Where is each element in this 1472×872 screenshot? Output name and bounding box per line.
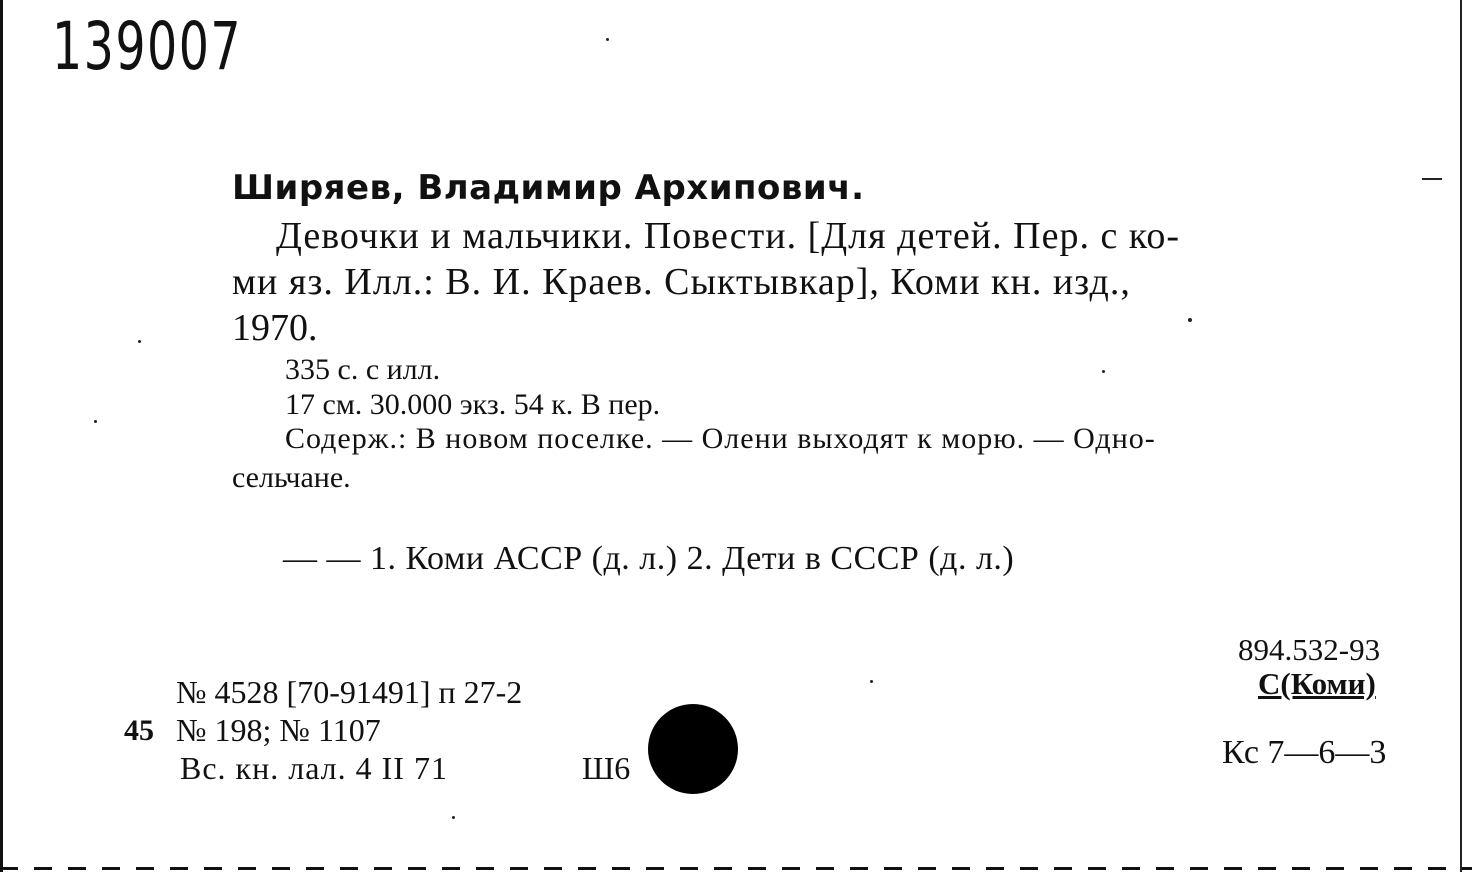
card-left-edge: [0, 0, 3, 872]
author-heading: Ширяев, Владимир Архипович.: [232, 168, 865, 208]
punch-hole: [648, 704, 738, 794]
speck: [1102, 370, 1105, 373]
cipher-code: Ш6: [582, 750, 631, 786]
bbk-index: С(Коми): [1258, 666, 1376, 701]
title-line-1: Девочки и мальчики. Повести. [Для детей. Пер. с ко-: [276, 215, 1180, 257]
udc-index: 894.532-93: [1238, 632, 1381, 667]
card-bottom-edge: [0, 867, 1472, 870]
publication-year: 1970.: [232, 307, 318, 349]
contents-line-2: сельчане.: [232, 461, 351, 494]
title-line-2: ми яз. Илл.: В. И. Краев. Сыктывкар], Коми кн. изд.,: [232, 261, 1131, 303]
contents-line-1: Содерж.: В новом поселке. — Олени выходят к морю. — Одно-: [285, 422, 1156, 455]
speck: [870, 680, 873, 683]
card-numbers: № 198; № 1107: [176, 712, 381, 748]
copy-count: 45: [124, 714, 154, 747]
speck: [94, 420, 97, 423]
pagination: 335 с. с илл.: [285, 353, 441, 386]
speck: [138, 340, 141, 343]
subject-headings: — — 1. Коми АССР (д. л.) 2. Дети в СССР (д. л.): [283, 540, 1015, 577]
physical-format: 17 см. 30.000 экз. 54 к. В пер.: [285, 388, 661, 421]
speck: [606, 38, 609, 41]
speck: [1188, 318, 1192, 322]
speck: [1422, 178, 1442, 180]
speck: [452, 816, 455, 819]
order-number: № 4528 [70-91491] п 27-2: [176, 674, 523, 710]
inventory-number: 139007: [52, 8, 243, 85]
shelf-code: Кс 7—6—3: [1222, 734, 1387, 771]
card-right-edge: [1460, 0, 1462, 872]
print-date: Вс. кн. лал. 4 II 71: [180, 750, 448, 786]
